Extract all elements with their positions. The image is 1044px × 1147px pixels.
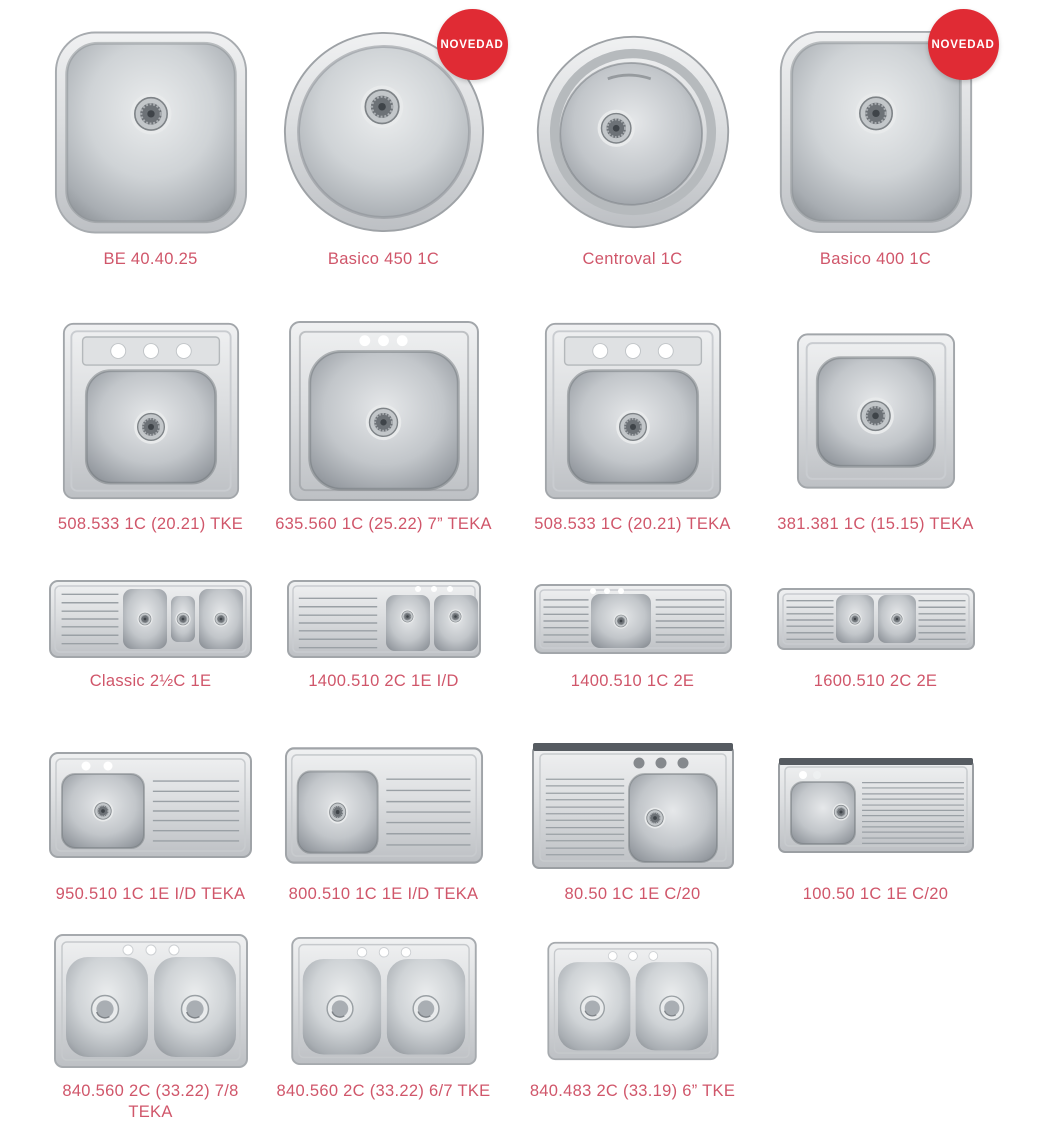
sink-illustration <box>284 744 484 867</box>
product-photo[interactable] <box>533 578 733 660</box>
product-card <box>253 0 514 300</box>
sink-illustration <box>537 941 729 1061</box>
sink-illustration <box>62 321 240 501</box>
product-name[interactable]: Classic 2½C 1E <box>89 672 212 690</box>
product-photo[interactable] <box>537 932 729 1070</box>
product-card <box>253 558 514 720</box>
sink-illustration <box>53 29 249 236</box>
sink-illustration <box>288 320 480 502</box>
product-name[interactable]: 80.50 1C 1E C/20 <box>564 885 701 903</box>
sink-illustration <box>796 332 956 490</box>
product-card <box>502 916 763 1147</box>
product-card <box>745 558 1006 720</box>
product-card <box>253 720 514 916</box>
product-photo[interactable] <box>531 737 735 873</box>
sink-illustration <box>48 579 253 659</box>
sink-illustration <box>286 936 482 1066</box>
product-name[interactable]: 840.560 2C (33.22) 6/7 TKE <box>276 1082 491 1100</box>
product-card <box>502 0 763 300</box>
product-name[interactable]: 840.483 2C (33.19) 6” TKE <box>529 1082 736 1100</box>
product-card <box>253 300 514 558</box>
product-photo[interactable] <box>535 26 731 238</box>
product-name[interactable]: 1400.510 1C 2E <box>570 672 695 690</box>
product-name[interactable]: 800.510 1C 1E I/D TEKA <box>288 885 479 903</box>
product-photo[interactable] <box>47 737 254 873</box>
product-name[interactable]: 1600.510 2C 2E <box>813 672 938 690</box>
product-photo[interactable] <box>796 318 956 503</box>
product-name[interactable]: 508.533 1C (20.21) TKE <box>57 515 244 533</box>
sink-illustration <box>535 28 731 236</box>
product-card <box>745 300 1006 558</box>
product-card <box>502 720 763 916</box>
product-name[interactable]: Basico 400 1C <box>819 250 932 268</box>
product-photo[interactable] <box>776 578 976 660</box>
product-photo[interactable] <box>284 737 484 873</box>
product-name[interactable]: 950.510 1C 1E I/D TEKA <box>55 885 246 903</box>
product-card <box>20 558 281 720</box>
product-card <box>502 558 763 720</box>
product-photo[interactable] <box>286 578 482 660</box>
sink-illustration <box>531 738 735 872</box>
product-name[interactable]: Basico 450 1C <box>327 250 440 268</box>
product-name[interactable]: Centroval 1C <box>582 250 683 268</box>
product-photo[interactable] <box>53 932 249 1070</box>
product-name[interactable]: BE 40.40.25 <box>103 250 198 268</box>
novedad-badge: NOVEDAD <box>928 9 999 80</box>
product-card <box>745 720 1006 916</box>
product-photo[interactable] <box>53 26 249 238</box>
product-card <box>253 916 514 1147</box>
product-card <box>745 0 1006 300</box>
product-name[interactable]: 508.533 1C (20.21) TEKA <box>534 515 731 533</box>
product-card <box>502 300 763 558</box>
product-photo[interactable] <box>48 578 253 660</box>
sink-illustration <box>286 579 482 659</box>
sink-illustration <box>47 749 254 861</box>
product-name[interactable]: 100.50 1C 1E C/20 <box>802 885 949 903</box>
sink-illustration <box>53 933 249 1069</box>
product-photo[interactable] <box>775 26 995 238</box>
product-name[interactable]: 381.381 1C (15.15) TEKA <box>777 515 974 533</box>
product-photo[interactable] <box>288 318 480 503</box>
sink-illustration <box>544 321 722 501</box>
novedad-badge: NOVEDAD <box>437 9 508 80</box>
sink-illustration <box>533 583 733 655</box>
sink-illustration <box>777 754 975 856</box>
product-name[interactable]: 1400.510 2C 1E I/D <box>308 672 459 690</box>
product-photo[interactable] <box>777 737 975 873</box>
product-card <box>20 916 281 1147</box>
product-card <box>20 0 281 300</box>
product-photo[interactable] <box>62 318 240 503</box>
product-card <box>20 300 281 558</box>
product-photo[interactable] <box>286 932 482 1070</box>
product-photo[interactable] <box>282 26 504 238</box>
product-card <box>20 720 281 916</box>
product-name[interactable]: 840.560 2C (33.22) 7/8 TEKA <box>62 1082 239 1121</box>
product-name[interactable]: 635.560 1C (25.22) 7” TEKA <box>275 515 492 533</box>
product-photo[interactable] <box>544 318 722 503</box>
sink-illustration <box>776 587 976 651</box>
